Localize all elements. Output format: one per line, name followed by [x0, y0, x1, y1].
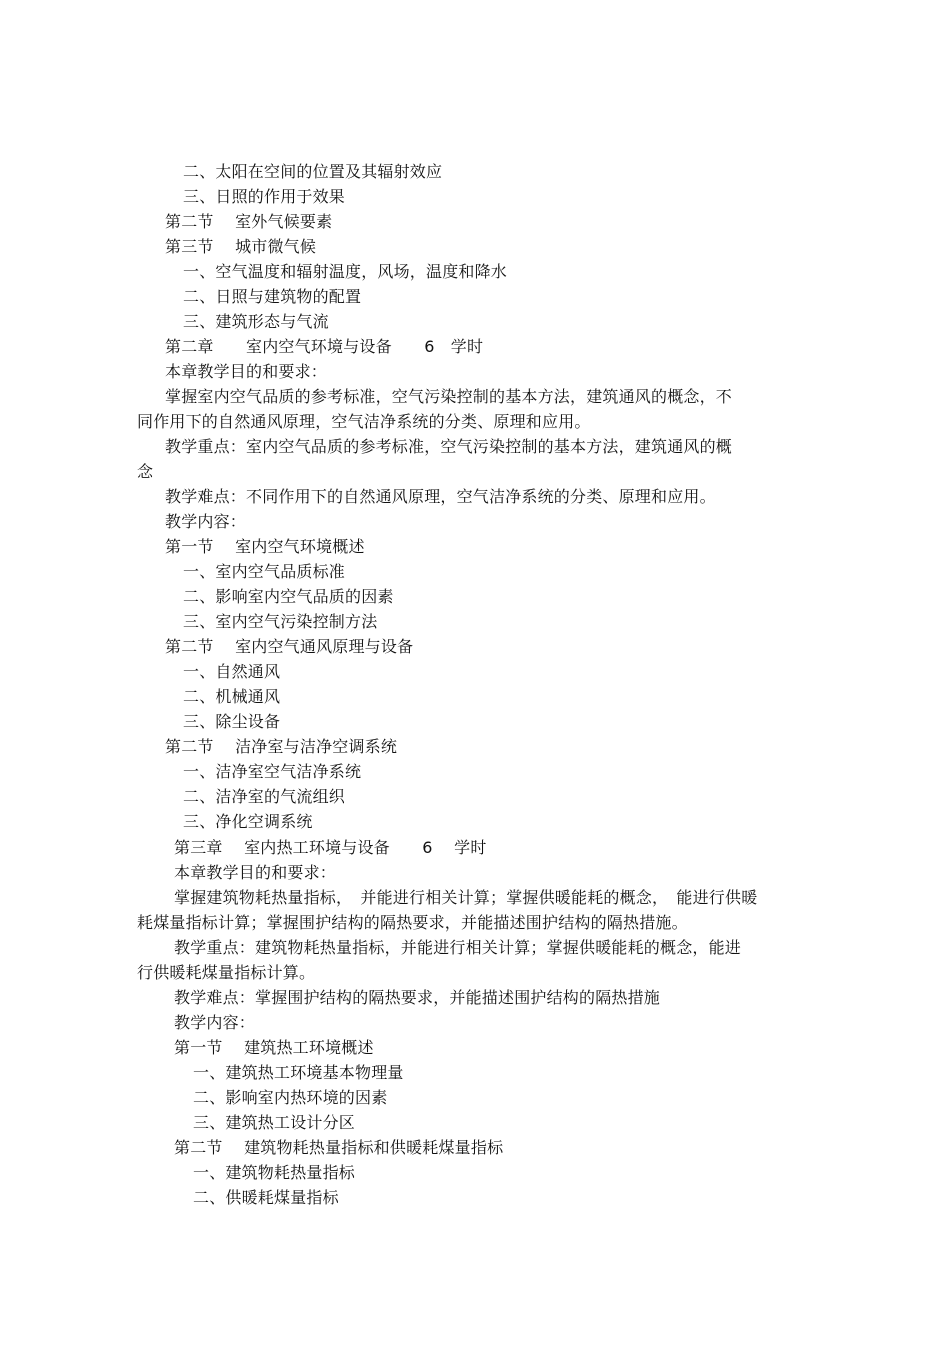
text-line: 一、室内空气品质标准 — [183, 562, 346, 581]
text-line: 二、影响室内空气品质的因素 — [183, 587, 394, 606]
text-line: 耗煤量指标计算；掌握围护结构的隔热要求，并能描述围护结构的隔热措施。 — [137, 913, 688, 932]
text-line: 二、日照与建筑物的配置 — [183, 287, 362, 306]
text-line: 三、建筑形态与气流 — [183, 312, 329, 331]
text-line: 掌握建筑物耗热量指标， 并能进行相关计算；掌握供暖能耗的概念， 能进行供暖 — [174, 888, 758, 907]
section-heading: 第一节 建筑热工环境概述 — [174, 1038, 374, 1057]
text-line: 一、建筑物耗热量指标 — [193, 1163, 356, 1182]
text-line: 教学难点：不同作用下的自然通风原理，空气洁净系统的分类、原理和应用。 — [165, 487, 716, 506]
text-line: 教学内容： — [165, 512, 247, 531]
section-heading: 第二节 室外气候要素 — [165, 212, 333, 231]
chapter-heading: 第二章 室内空气环境与设备 6 学时 — [165, 337, 484, 356]
text-line: 一、空气温度和辐射温度，风场，温度和降水 — [183, 262, 508, 281]
text-line: 二、洁净室的气流组织 — [183, 787, 346, 806]
text-line: 二、供暖耗煤量指标 — [193, 1188, 339, 1207]
text-line: 二、机械通风 — [183, 687, 281, 706]
text-line: 教学重点：室内空气品质的参考标准，空气污染控制的基本方法，建筑通风的概 — [165, 437, 733, 456]
section-heading: 第二节 洁净室与洁净空调系统 — [165, 737, 398, 756]
text-line: 念 — [137, 462, 154, 481]
text-line: 三、日照的作用于效果 — [183, 187, 346, 206]
text-line: 一、自然通风 — [183, 662, 281, 681]
section-heading: 第一节 室内空气环境概述 — [165, 537, 365, 556]
text-line: 二、影响室内热环境的因素 — [193, 1088, 388, 1107]
chapter-heading: 第三章 室内热工环境与设备 6 学时 — [174, 838, 487, 857]
section-heading: 第二节 室内空气通风原理与设备 — [165, 637, 414, 656]
text-line: 掌握室内空气品质的参考标准，空气污染控制的基本方法，建筑通风的概念，不 — [165, 387, 733, 406]
text-line: 三、净化空调系统 — [183, 812, 313, 831]
text-line: 行供暖耗煤量指标计算。 — [137, 963, 316, 982]
text-line: 本章教学目的和要求： — [165, 362, 328, 381]
text-line: 一、洁净室空气洁净系统 — [183, 762, 362, 781]
text-line: 三、室内空气污染控制方法 — [183, 612, 378, 631]
text-line: 同作用下的自然通风原理，空气洁净系统的分类、原理和应用。 — [137, 412, 591, 431]
text-line: 三、除尘设备 — [183, 712, 281, 731]
text-line: 本章教学目的和要求： — [174, 863, 337, 882]
text-line: 一、建筑热工环境基本物理量 — [193, 1063, 404, 1082]
section-heading: 第三节 城市微气候 — [165, 237, 317, 256]
section-heading: 第二节 建筑物耗热量指标和供暖耗煤量指标 — [174, 1138, 504, 1157]
text-line: 三、建筑热工设计分区 — [193, 1113, 356, 1132]
text-line: 教学重点：建筑物耗热量指标，并能进行相关计算；掌握供暖能耗的概念，能进 — [174, 938, 742, 957]
text-line: 教学难点：掌握围护结构的隔热要求，并能描述围护结构的隔热措施 — [174, 988, 661, 1007]
text-line: 教学内容： — [174, 1013, 256, 1032]
text-line: 二、太阳在空间的位置及其辐射效应 — [183, 162, 443, 181]
